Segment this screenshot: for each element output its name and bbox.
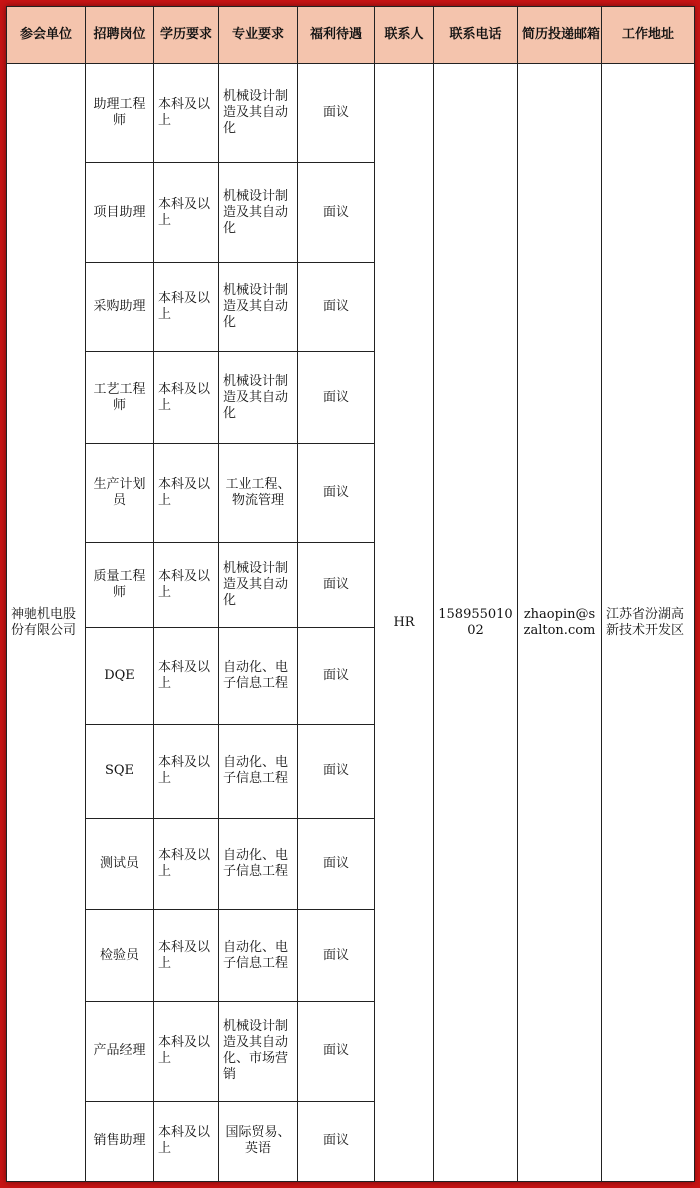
table-row <box>7 64 695 163</box>
position-cell: 生产计划员 <box>86 444 154 542</box>
header-row <box>7 7 695 64</box>
education-cell: 本科及以上 <box>154 64 219 163</box>
benefit-cell: 面议 <box>298 542 375 627</box>
benefit-cell: 面议 <box>298 444 375 542</box>
major-cell: 自动化、电子信息工程 <box>219 909 298 1001</box>
major-cell: 自动化、电子信息工程 <box>219 627 298 724</box>
education-cell: 本科及以上 <box>154 725 219 818</box>
major-cell: 机械设计制造及其自动化 <box>219 352 298 444</box>
education-cell: 本科及以上 <box>154 163 219 262</box>
address-cell: 江苏省汾湖高新技术开发区 <box>602 64 695 1182</box>
header-email: 简历投递邮箱 <box>518 7 602 64</box>
header-phone: 联系电话 <box>434 7 518 64</box>
position-cell: SQE <box>86 725 154 818</box>
benefit-cell: 面议 <box>298 262 375 351</box>
major-cell: 自动化、电子信息工程 <box>219 725 298 818</box>
major-cell: 机械设计制造及其自动化、市场营销 <box>219 1002 298 1101</box>
major-cell: 机械设计制造及其自动化 <box>219 163 298 262</box>
position-cell: DQE <box>86 627 154 724</box>
benefit-cell: 面议 <box>298 627 375 724</box>
education-cell: 本科及以上 <box>154 627 219 724</box>
header-contact: 联系人 <box>375 7 434 64</box>
position-cell: 质量工程师 <box>86 542 154 627</box>
header-major: 专业要求 <box>219 7 298 64</box>
major-cell: 机械设计制造及其自动化 <box>219 542 298 627</box>
header-company: 参会单位 <box>7 7 86 64</box>
benefit-cell: 面议 <box>298 1002 375 1101</box>
email-cell[interactable]: zhaopin@szalton.com <box>518 64 602 1182</box>
recruitment-table <box>6 6 695 1182</box>
major-cell: 机械设计制造及其自动化 <box>219 64 298 163</box>
phone-cell: 15895501002 <box>434 64 518 1182</box>
education-cell: 本科及以上 <box>154 818 219 909</box>
position-cell: 检验员 <box>86 909 154 1001</box>
header-address: 工作地址 <box>602 7 695 64</box>
benefit-cell: 面议 <box>298 352 375 444</box>
position-cell: 项目助理 <box>86 163 154 262</box>
major-cell: 机械设计制造及其自动化 <box>219 262 298 351</box>
header-benefit: 福利待遇 <box>298 7 375 64</box>
major-cell: 国际贸易、英语 <box>219 1101 298 1181</box>
benefit-cell: 面议 <box>298 818 375 909</box>
position-cell: 工艺工程师 <box>86 352 154 444</box>
benefit-cell: 面议 <box>298 909 375 1001</box>
benefit-cell: 面议 <box>298 163 375 262</box>
position-cell: 采购助理 <box>86 262 154 351</box>
education-cell: 本科及以上 <box>154 444 219 542</box>
header-position: 招聘岗位 <box>86 7 154 64</box>
education-cell: 本科及以上 <box>154 909 219 1001</box>
benefit-cell: 面议 <box>298 1101 375 1181</box>
position-cell: 助理工程师 <box>86 64 154 163</box>
major-cell: 自动化、电子信息工程 <box>219 818 298 909</box>
company-cell: 神驰机电股份有限公司 <box>7 64 86 1182</box>
position-cell: 产品经理 <box>86 1002 154 1101</box>
header-education: 学历要求 <box>154 7 219 64</box>
major-cell: 工业工程、物流管理 <box>219 444 298 542</box>
education-cell: 本科及以上 <box>154 1101 219 1181</box>
position-cell: 销售助理 <box>86 1101 154 1181</box>
education-cell: 本科及以上 <box>154 352 219 444</box>
benefit-cell: 面议 <box>298 725 375 818</box>
education-cell: 本科及以上 <box>154 1002 219 1101</box>
benefit-cell: 面议 <box>298 64 375 163</box>
document-sheet <box>6 6 694 1182</box>
education-cell: 本科及以上 <box>154 542 219 627</box>
position-cell: 测试员 <box>86 818 154 909</box>
education-cell: 本科及以上 <box>154 262 219 351</box>
contact-cell: HR <box>375 64 434 1182</box>
